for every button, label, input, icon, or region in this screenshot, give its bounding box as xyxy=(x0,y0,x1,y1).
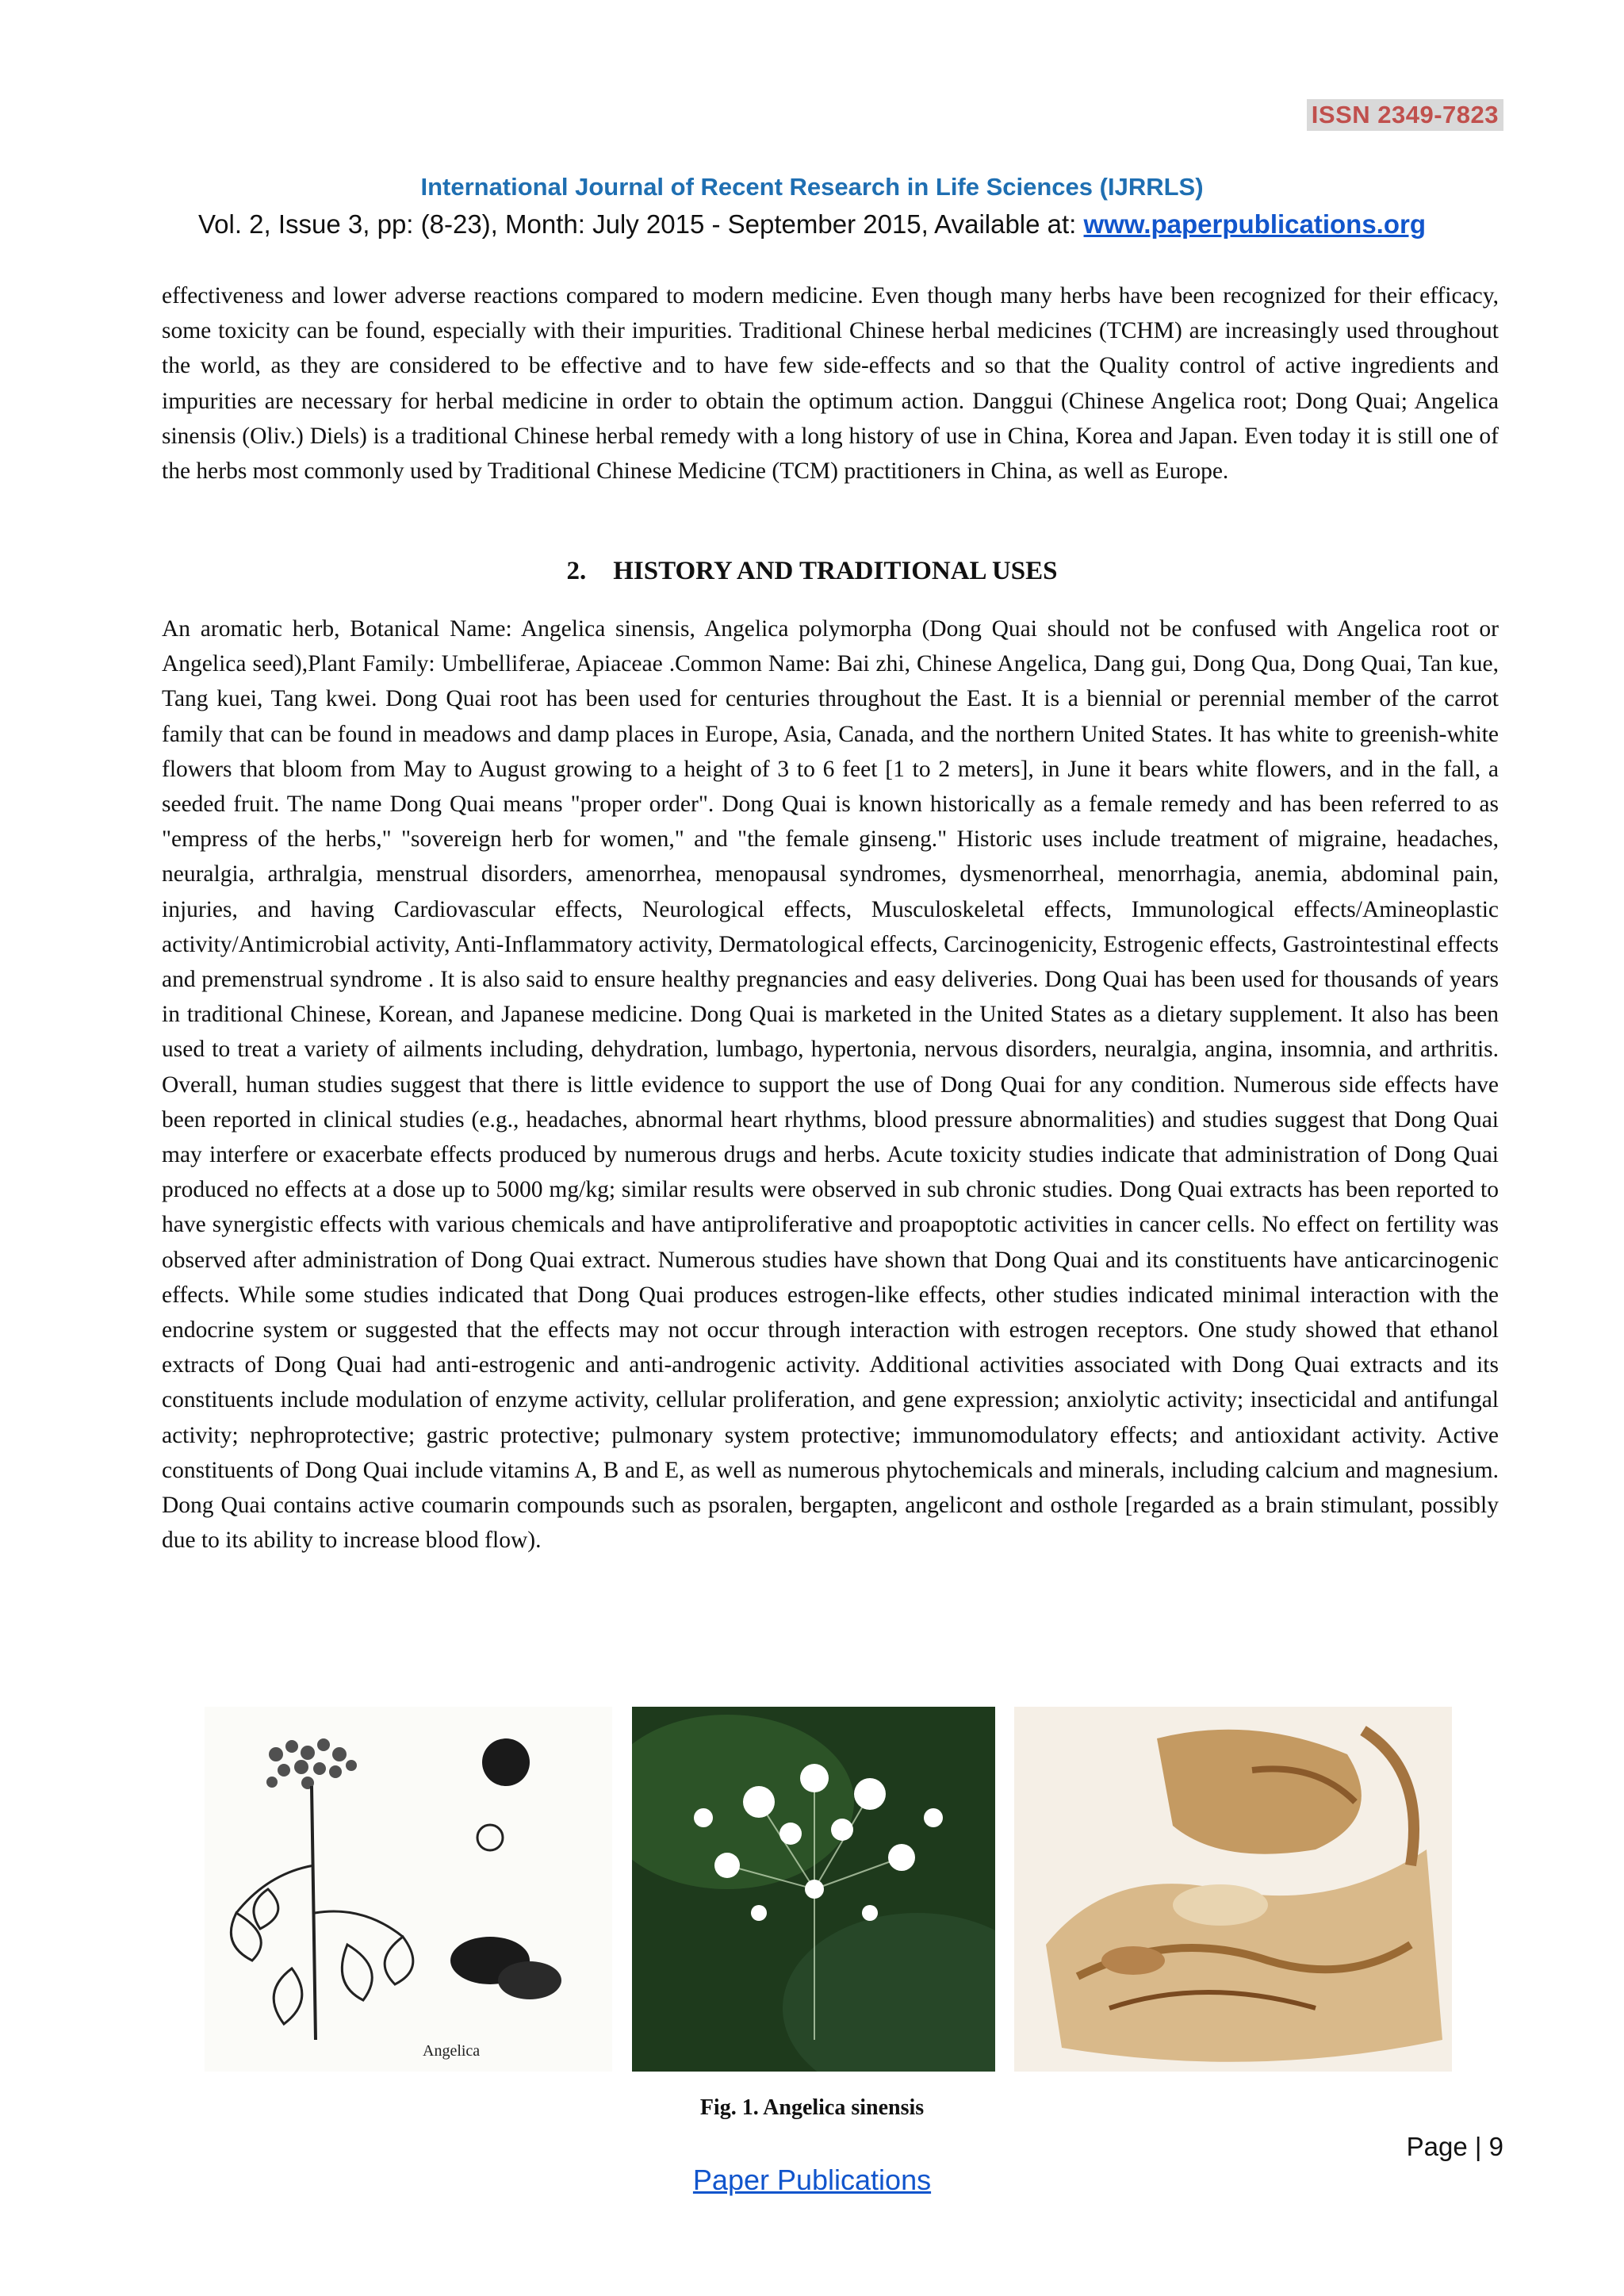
figure-root-photo xyxy=(1014,1707,1452,2072)
figure-caption: Fig. 1. Angelica sinensis xyxy=(699,2095,925,2120)
page-number: Page | 9 xyxy=(1406,2132,1503,2161)
footer-publisher xyxy=(0,2164,1624,2197)
figure-botanical-drawing xyxy=(205,1707,612,2072)
journal-url-link[interactable]: www.paperpublications.org xyxy=(1083,209,1427,239)
body-paragraph-2: An aromatic herb, Botanical Name: Angelica sinensis, Angelica polymorpha (Dong Quai should not be confused with Angelica root or Angelica seed),Plant Family: Umbelliferae, Apiaceae .Common Name: Bai zhi, Chinese Angelica, Dang gui, Dong Qua, Dong Quai, Tan kue, Tang kuei, Tang kwei. Dong Quai root has been used for centuries throughout the East. It is a biennial or perennial member of the carrot family that can be found in meadows and damp places in Europe, Asia, Canada, and the northern United States. It has white to greenish-white flowers that bloom from May to August growing to a height of 3 to 6 feet [1 to 2 meters], in June it bears white flowers, and in the fall, a seeded fruit. The name Dong Quai means "proper order". Dong Quai is known historically as a female remedy and has been referred to as "empress of the herbs," "sovereign herb for women," and "the female ginseng." Historic uses include treatment of migraine, headaches, neuralgia, arthralgia, menstrual disorders, amenorrhea, menopausal syndromes, dysmenorrheal, menorrhagia, anemia, abdominal pain, injuries, and having Cardiovascular effects, Neurological effects, Musculoskeletal effects, Immunological effects/Amineoplastic activity/Antimicrobial activity, Anti-Inflammatory activity, Dermatological effects, Carcinogenicity, Estrogenic effects, Gastrointestinal effects and premenstrual syndrome . It is also said to ensure healthy pregnancies and easy deliveries. Dong Quai has been used for thousands of years in traditional Chinese, Korean, and Japanese medicine. Dong Quai is marketed in the United States as a dietary supplement. It also has been used to treat a variety of ailments including, dehydration, lumbago, hypertonia, nervous disorders, neuralgia, angina, insomnia, and arthritis. Overall, human studies suggest that there is little evidence to support the use of Dong Quai for any condition. Numerous side effects have been reported in clinical studies (e.g., headaches, abnormal heart rhythms, blood pressure abnormalities) and studies suggest that Dong Quai may interfere or exacerbate effects produced by numerous drugs and herbs. Acute toxicity studies indicate that administration of Dong Quai produced no effects at a dose up to 5000 mg/kg; similar results were observed in sub chronic studies. Dong Quai extracts has been reported to have synergistic effects with various chemicals and have antiproliferative and proapoptotic activities in cancer cells. No effect on fertility was observed after administration of Dong Quai extract. Numerous studies have shown that Dong Quai and its constituents have anticarcinogenic effects. While some studies indicated that Dong Quai produces estrogen-like effects, other studies indicated minimal interaction with the endocrine system or suggested that the effects may not occur through interaction with estrogen receptors. One study showed that ethanol extracts of Dong Quai had anti-estrogenic and anti-androgenic activity. Additional activities associated with Dong Quai extracts and its constituents include modulation of enzyme activity, cellular proliferation, and gene expression; anxiolytic activity; insecticidal and antifungal activity; nephroprotective; gastric protective; pulmonary system protective; immunomodulatory effects; and antioxidant activity. Active constituents of Dong Quai include vitamins A, B and E, as well as numerous phytochemicals and minerals, including calcium and magnesium. Dong Quai contains active coumarin compounds such as psoralen, bergapten, angelicont and osthole [regarded as a brain stimulant, possibly due to its ability to increase blood flow). xyxy=(162,616,1499,1554)
section-title: HISTORY AND TRADITIONAL USES xyxy=(613,557,1058,585)
journal-info-text: Vol. 2, Issue 3, pp: (8-23), Month: July 2015 - September 2015, Available at: xyxy=(197,209,1084,239)
drawing-label: Angelica xyxy=(423,2042,481,2060)
publisher-link[interactable]: Paper Publications xyxy=(692,2164,932,2196)
body-paragraph-1: effectiveness and lower adverse reactions compared to modern medicine. Even though many herbs have been recognized for their efficacy, some toxicity can be found, especially with their impurities. Traditional Chinese herbal medicines (TCHM) are increasingly used throughout the world, as they are considered to be effective and to have few side-effects and so that the Quality control of active ingredients and impurities are necessary for herbal medicine in order to obtain the optimum action. Danggui (Chinese Angelica root; Dong Quai; Angelica sinensis (Oliv.) Diels) is a traditional Chinese herbal remedy with a long history of use in China, Korea and Japan. Even today it is still one of the herbs most commonly used by Traditional Chinese Medicine (TCM) practitioners in China, as well as Europe. xyxy=(162,283,1499,485)
figure-flower-photo xyxy=(632,1707,995,2072)
section-number: 2. xyxy=(566,557,587,585)
issn-badge: ISSN 2349-7823 xyxy=(1307,99,1503,131)
section-heading xyxy=(0,557,1624,586)
journal-title: International Journal of Recent Research in Life Sciences (IJRRLS) xyxy=(420,173,1204,201)
journal-info xyxy=(0,209,1624,240)
